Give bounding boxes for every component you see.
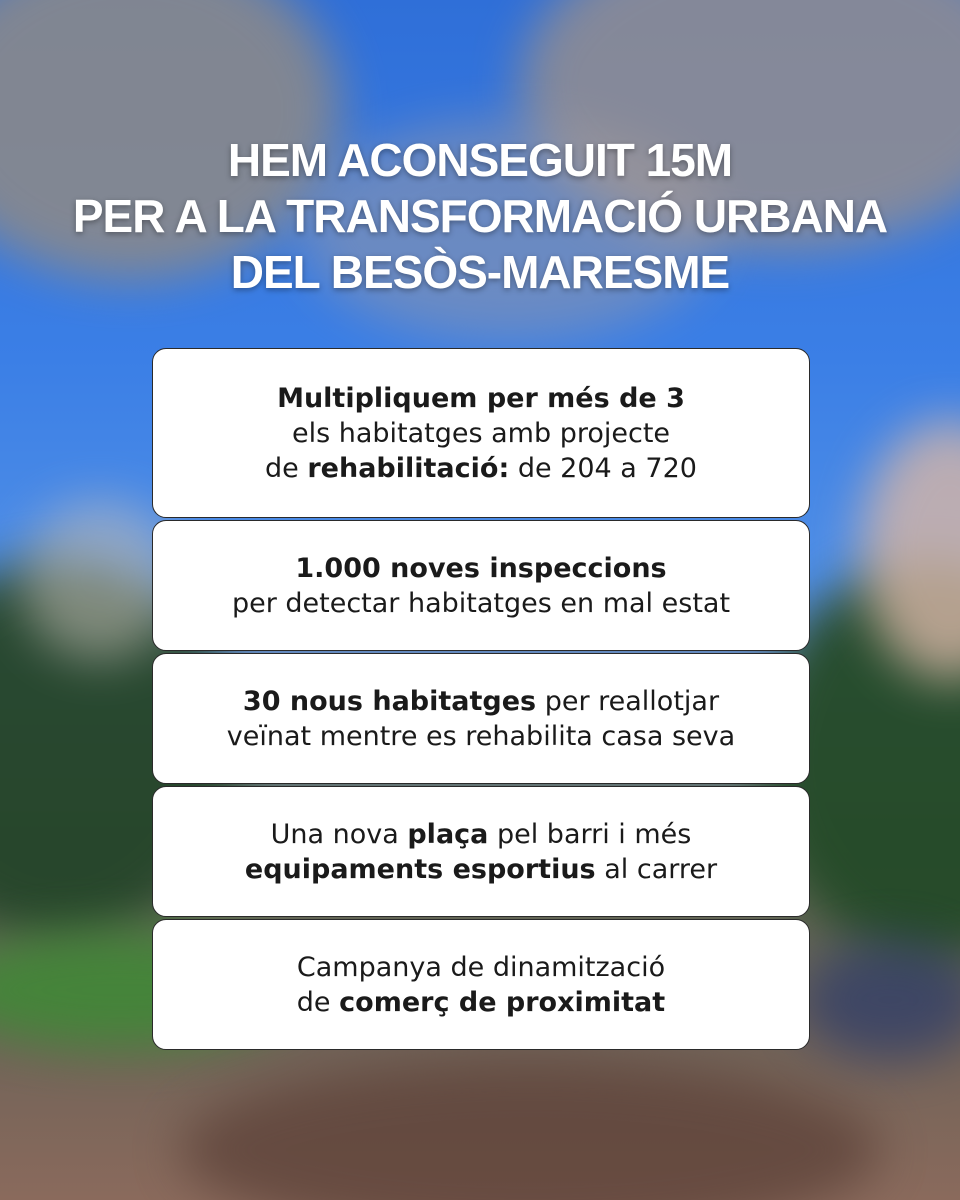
card-3-text: veïnat mentre es rehabilita casa seva [226,720,736,752]
card-rehabilitation: Multipliquem per més de 3 els habitatges amb projecte de rehabilitació: de 204 a 720 [152,348,810,518]
card-1-text: els habitatges amb projecte [291,417,671,449]
headline-line-2: PER A LA TRANSFORMACIÓ URBANA [72,190,888,242]
achievements-list [152,348,810,1052]
card-5-highlight: comerç de proximitat [339,986,666,1018]
card-square-sports: Una nova plaça pel barri i més equipaments esportius al carrer [152,786,810,917]
card-local-commerce: Campanya de dinamització de comerç de proximitat [152,919,810,1050]
card-2-highlight: 1.000 noves inspeccions [295,552,667,584]
card-3-highlight: 30 nous habitatges [242,685,537,717]
headline [0,132,960,300]
card-1-keyword: rehabilitació: [307,452,510,484]
card-4-highlight: equipaments esportius [244,853,596,885]
card-2-text: per detectar habitatges en mal estat [231,587,731,619]
headline-line-1: HEM ACONSEGUIT 15M [227,134,733,186]
card-rehousing: 30 nous habitatges per reallotjar veïnat mentre es rehabilita casa seva [152,653,810,784]
card-inspections [152,520,810,651]
card-5-text: Campanya de dinamització [296,951,666,983]
card-4-keyword: plaça [407,818,489,850]
headline-line-3: DEL BESÒS-MARESME [230,246,730,298]
card-1-highlight: Multipliquem per més de 3 [277,382,685,414]
